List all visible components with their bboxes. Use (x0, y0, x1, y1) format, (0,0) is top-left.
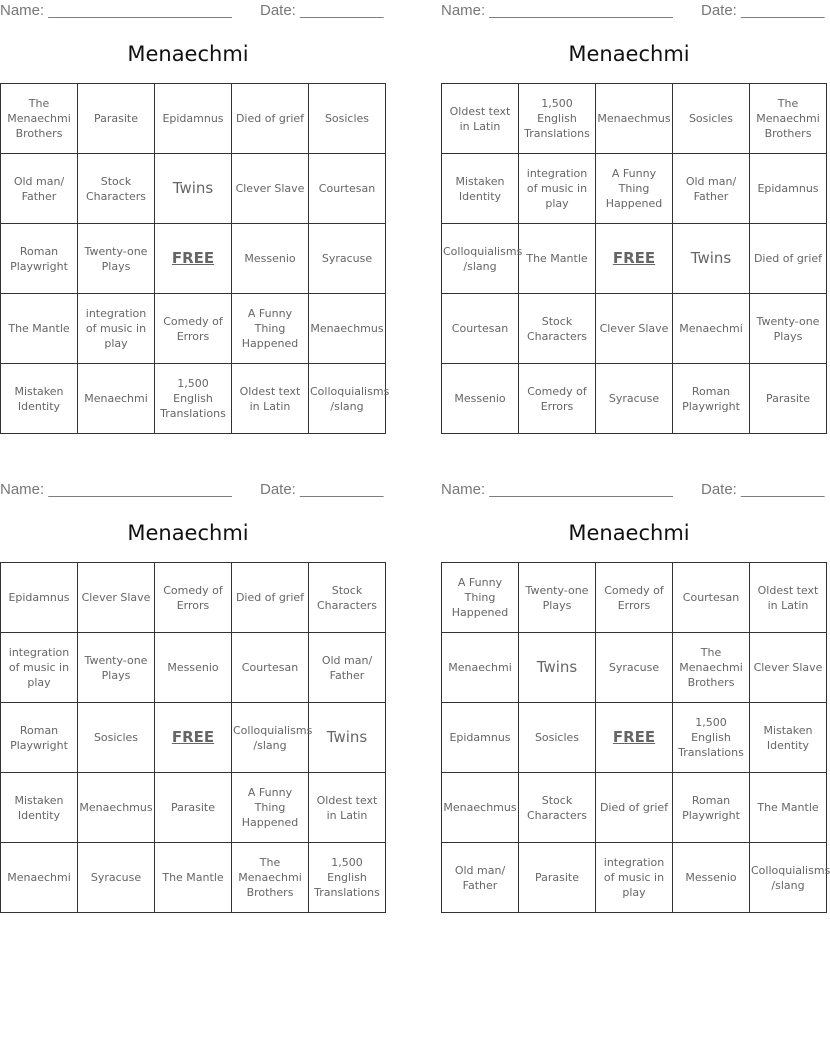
bingo-cell: integration of music in play (519, 154, 596, 224)
bingo-cell: Epidamnus (155, 84, 232, 154)
bingo-cell: FREE (155, 703, 232, 773)
bingo-cell: A Funny Thing Happened (596, 154, 673, 224)
bingo-cell: A Funny Thing Happened (442, 563, 519, 633)
bingo-cell: Parasite (750, 364, 827, 434)
bingo-cell: Colloquialisms /slang (309, 364, 386, 434)
name-label: Name: ______________________ (441, 2, 673, 19)
bingo-cell: Comedy of Errors (596, 563, 673, 633)
bingo-cell: A Funny Thing Happened (232, 773, 309, 843)
bingo-cell: Colloquialisms /slang (232, 703, 309, 773)
bingo-cell: Old man/ Father (1, 154, 78, 224)
bingo-cell: Menaechmus (309, 294, 386, 364)
bingo-grid (441, 83, 827, 434)
bingo-cell: Mistaken Identity (1, 364, 78, 434)
bingo-row (1, 773, 386, 843)
bingo-cell: Roman Playwright (673, 364, 750, 434)
bingo-cell: Twins (673, 224, 750, 294)
bingo-cell: Comedy of Errors (155, 563, 232, 633)
bingo-row (442, 294, 827, 364)
bingo-row (442, 563, 827, 633)
bingo-row (1, 84, 386, 154)
bingo-cell: Syracuse (309, 224, 386, 294)
bingo-cell: Epidamnus (442, 703, 519, 773)
bingo-cell: Stock Characters (519, 294, 596, 364)
bingo-cell: Mistaken Identity (442, 154, 519, 224)
bingo-cell: Oldest text in Latin (232, 364, 309, 434)
bingo-cell: Messenio (673, 843, 750, 913)
bingo-row (442, 84, 827, 154)
bingo-cell: The Menaechmi Brothers (1, 84, 78, 154)
bingo-cell: Old man/ Father (442, 843, 519, 913)
bingo-cell: Messenio (155, 633, 232, 703)
bingo-cell: The Menaechmi Brothers (232, 843, 309, 913)
bingo-cell: Twins (519, 633, 596, 703)
bingo-cell: Courtesan (673, 563, 750, 633)
bingo-grid (0, 83, 390, 434)
bingo-cell: Colloquialisms /slang (442, 224, 519, 294)
bingo-cell: The Mantle (750, 773, 827, 843)
bingo-cell: Colloquialisms /slang (750, 843, 827, 913)
bingo-row (1, 294, 386, 364)
bingo-cell: Twins (155, 154, 232, 224)
bingo-cell: Mistaken Identity (1, 773, 78, 843)
bingo-cell: Parasite (78, 84, 155, 154)
bingo-cell: Menaechmi (1, 843, 78, 913)
bingo-cell: Twenty-one Plays (78, 224, 155, 294)
bingo-row (1, 843, 386, 913)
bingo-row (1, 633, 386, 703)
bingo-cell: Died of grief (232, 84, 309, 154)
bingo-cell: Oldest text in Latin (309, 773, 386, 843)
bingo-cell: FREE (596, 703, 673, 773)
bingo-cell: The Mantle (155, 843, 232, 913)
bingo-cell: The Menaechmi Brothers (750, 84, 827, 154)
bingo-grid (441, 562, 830, 913)
bingo-row (1, 703, 386, 773)
name-date-line (441, 479, 825, 501)
name-date-line (0, 479, 384, 501)
bingo-row (442, 773, 827, 843)
bingo-cell: Twenty-one Plays (750, 294, 827, 364)
name-date-line (0, 0, 384, 22)
bingo-cell: Sosicles (519, 703, 596, 773)
bingo-cell: Died of grief (750, 224, 827, 294)
name-date-line (441, 0, 825, 22)
bingo-cell: Twenty-one Plays (78, 633, 155, 703)
bingo-cell: Syracuse (78, 843, 155, 913)
bingo-cell: Epidamnus (1, 563, 78, 633)
bingo-cell: 1,500 English Translations (309, 843, 386, 913)
bingo-row (442, 703, 827, 773)
bingo-cell: Menaechmi (78, 364, 155, 434)
card-title: Menaechmi (127, 42, 249, 66)
bingo-cell: Old man/ Father (673, 154, 750, 224)
bingo-cell: Died of grief (596, 773, 673, 843)
bingo-cell: Clever Slave (78, 563, 155, 633)
bingo-cell: Clever Slave (596, 294, 673, 364)
bingo-cell: integration of music in play (596, 843, 673, 913)
bingo-cell: Stock Characters (78, 154, 155, 224)
bingo-cell: Old man/ Father (309, 633, 386, 703)
bingo-cell: Menaechmus (596, 84, 673, 154)
card-title: Menaechmi (568, 521, 690, 545)
bingo-cell: Messenio (232, 224, 309, 294)
card-title: Menaechmi (127, 521, 249, 545)
bingo-cell: Courtesan (232, 633, 309, 703)
bingo-cell: The Mantle (519, 224, 596, 294)
bingo-cell: 1,500 English Translations (155, 364, 232, 434)
bingo-cell: Parasite (155, 773, 232, 843)
bingo-cell: Oldest text in Latin (442, 84, 519, 154)
bingo-cell: Messenio (442, 364, 519, 434)
date-label: Date: __________ (701, 2, 825, 19)
bingo-cell: Roman Playwright (673, 773, 750, 843)
bingo-row (1, 563, 386, 633)
bingo-row (1, 154, 386, 224)
name-label: Name: ______________________ (441, 481, 673, 498)
bingo-cell: The Mantle (1, 294, 78, 364)
bingo-cell: Oldest text in Latin (750, 563, 827, 633)
bingo-cell: Courtesan (442, 294, 519, 364)
bingo-cell: Menaechmus (442, 773, 519, 843)
bingo-grid (0, 562, 386, 913)
bingo-cell: Sosicles (78, 703, 155, 773)
bingo-cell: Courtesan (309, 154, 386, 224)
date-label: Date: __________ (260, 481, 384, 498)
bingo-cell: Stock Characters (519, 773, 596, 843)
bingo-cell: Sosicles (673, 84, 750, 154)
bingo-row (442, 364, 827, 434)
bingo-cell: Clever Slave (750, 633, 827, 703)
bingo-cell: 1,500 English Translations (519, 84, 596, 154)
bingo-cell: Roman Playwright (1, 703, 78, 773)
bingo-cell: Menaechmus (78, 773, 155, 843)
bingo-cell: Menaechmi (673, 294, 750, 364)
bingo-row (442, 633, 827, 703)
bingo-cell: Clever Slave (232, 154, 309, 224)
bingo-cell: FREE (155, 224, 232, 294)
bingo-cell: Syracuse (596, 633, 673, 703)
bingo-cell: Epidamnus (750, 154, 827, 224)
bingo-cell: FREE (596, 224, 673, 294)
bingo-cell: Stock Characters (309, 563, 386, 633)
bingo-cell: integration of music in play (78, 294, 155, 364)
bingo-cell: Mistaken Identity (750, 703, 827, 773)
bingo-cell: Comedy of Errors (155, 294, 232, 364)
bingo-cell: Syracuse (596, 364, 673, 434)
bingo-row (442, 843, 827, 913)
bingo-cell: Menaechmi (442, 633, 519, 703)
bingo-cell: Comedy of Errors (519, 364, 596, 434)
bingo-row (1, 224, 386, 294)
bingo-row (442, 224, 827, 294)
date-label: Date: __________ (260, 2, 384, 19)
bingo-cell: Died of grief (232, 563, 309, 633)
bingo-cell: Sosicles (309, 84, 386, 154)
bingo-cell: Parasite (519, 843, 596, 913)
name-label: Name: ______________________ (0, 2, 232, 19)
name-label: Name: ______________________ (0, 481, 232, 498)
bingo-cell: Twenty-one Plays (519, 563, 596, 633)
bingo-cell: integration of music in play (1, 633, 78, 703)
bingo-cell: The Menaechmi Brothers (673, 633, 750, 703)
bingo-cell: 1,500 English Translations (673, 703, 750, 773)
bingo-cell: A Funny Thing Happened (232, 294, 309, 364)
bingo-cell: Roman Playwright (1, 224, 78, 294)
bingo-cell: Twins (309, 703, 386, 773)
card-title: Menaechmi (568, 42, 690, 66)
bingo-row (1, 364, 386, 434)
date-label: Date: __________ (701, 481, 825, 498)
bingo-row (442, 154, 827, 224)
